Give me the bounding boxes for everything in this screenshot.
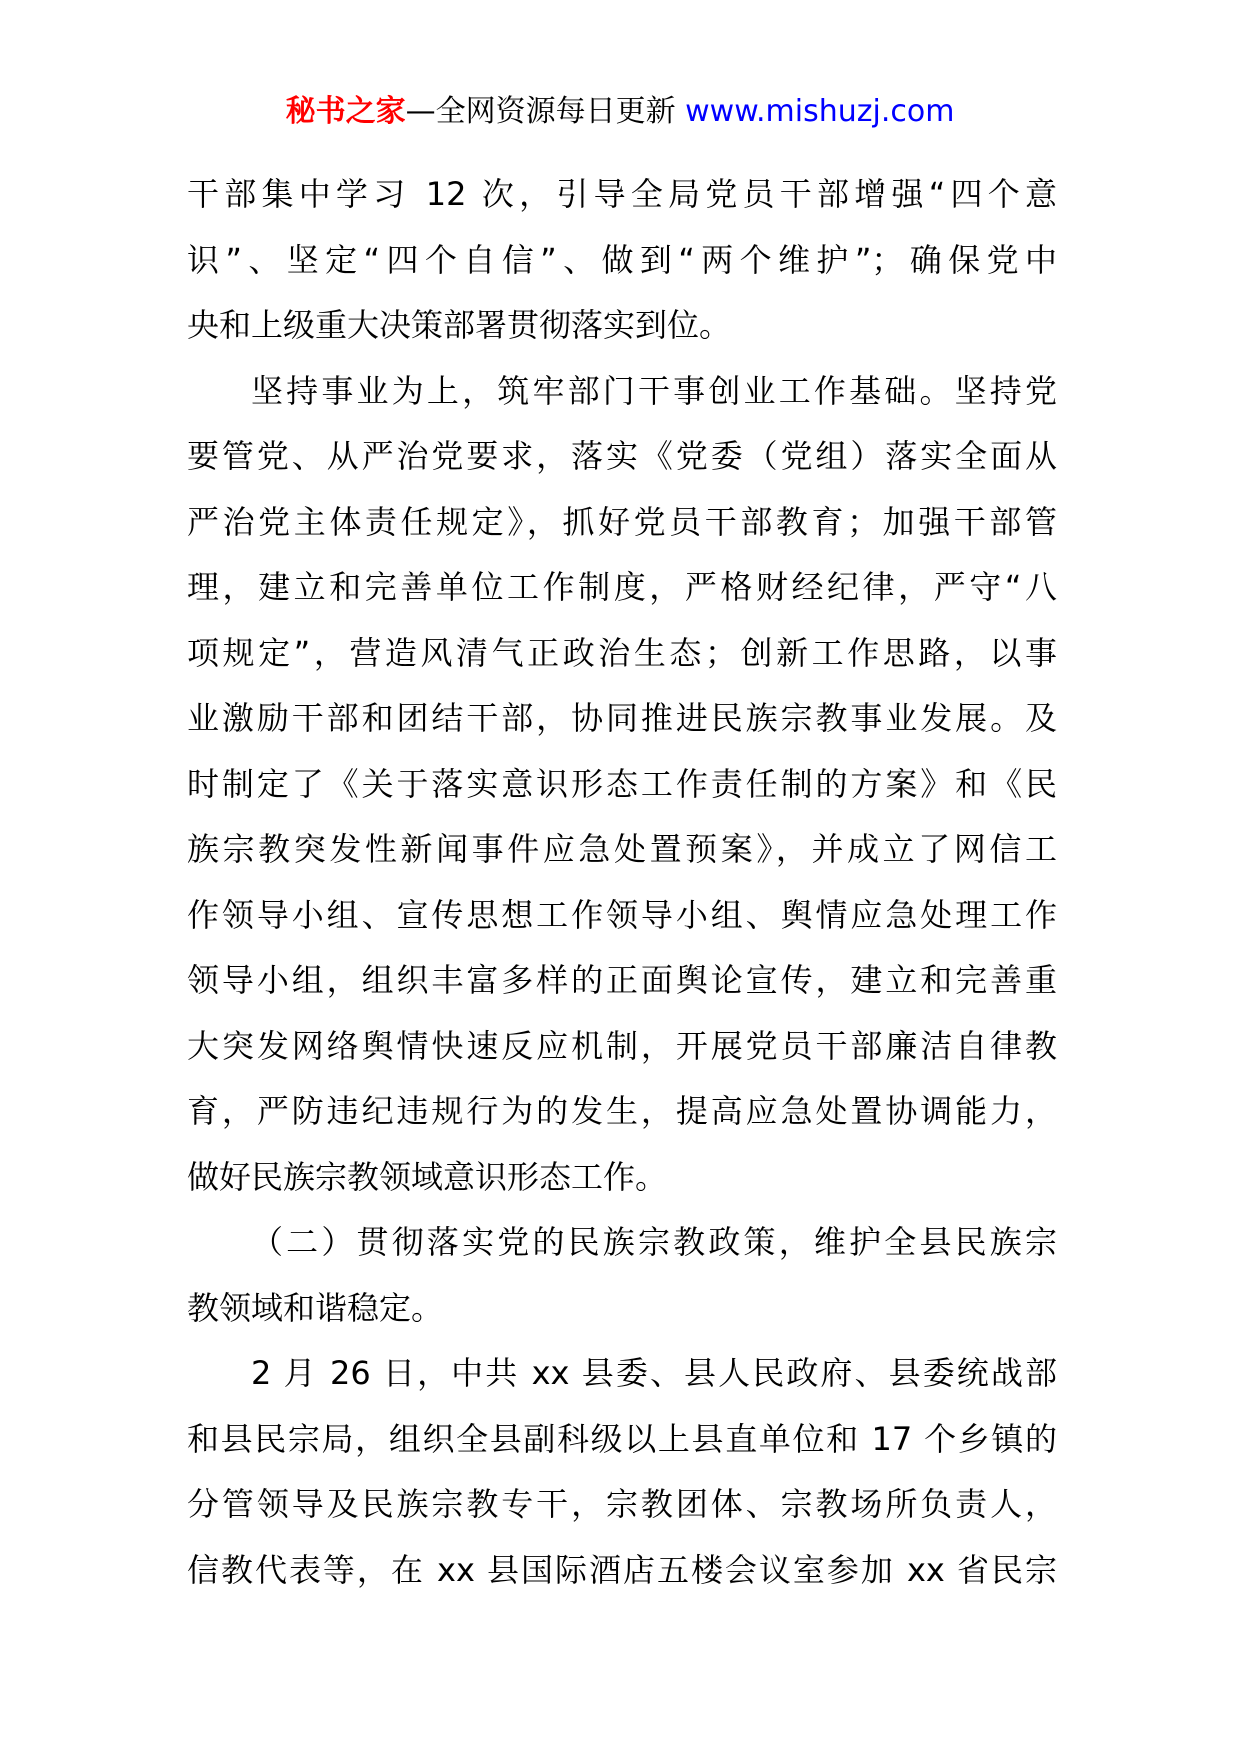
text-line: 育，严防违纪违规行为的发生，提高应急处置协调能力， [187,1092,1057,1130]
text-line: 识”、坚定“四个自信”、做到“两个维护”；确保党中 [187,240,1057,279]
paragraph-start-line: 2 月 26 日，中共 xx 县委、县人民政府、县委统战部 [251,1354,1057,1392]
paragraph-start-line: 坚持事业为上，筑牢部门干事创业工作基础。坚持党 [251,371,1057,410]
document-body [187,162,1057,1603]
text-line: 族宗教突发性新闻事件应急处置预案》，并成立了网信工 [187,830,1057,868]
text-line: 要管党、从严治党要求，落实《党委（党组）落实全面从 [187,437,1057,475]
text-line: 理，建立和完善单位工作制度，严格财经纪律，严守“八 [187,568,1057,606]
text-line: 项规定”，营造风清气正政治生态；创新工作思路，以事 [187,633,1057,672]
website-link[interactable]: www.mishuzj.com [685,94,955,129]
page-header [0,92,1240,132]
brand-name: 秘书之家 [285,94,406,129]
text-line: 大突发网络舆情快速反应机制，开展党员干部廉洁自律教 [187,1026,1057,1065]
text-line: 做好民族宗教领域意识形态工作。 [187,1157,668,1196]
text-line: 和县民宗局，组织全县副科级以上县直单位和 17 个乡镇的 [187,1419,1057,1458]
text-line: 作领导小组、宣传思想工作领导小组、舆情应急处理工作 [187,895,1057,934]
text-line: 领导小组，组织丰富多样的正面舆论宣传，建立和完善重 [187,961,1057,999]
section-heading-line: 教领域和谐稳定。 [187,1288,444,1327]
text-line: 时制定了《关于落实意识形态工作责任制的方案》和《民 [187,764,1057,803]
text-line: 严治党主体责任规定》，抓好党员干部教育；加强干部管 [187,502,1057,541]
text-line: 业激励干部和团结干部，协同推进民族宗教事业发展。及 [187,699,1057,737]
text-line: 央和上级重大决策部署贯彻落实到位。 [187,306,732,344]
text-line: 干部集中学习 12 次，引导全局党员干部增强“四个意 [187,175,1057,213]
text-line: 信教代表等，在 xx 县国际酒店五楼会议室参加 xx 省民宗 [187,1550,1057,1589]
section-heading-line: （二）贯彻落实党的民族宗教政策，维护全县民族宗 [251,1223,1057,1261]
header-tagline: —全网资源每日更新 [405,94,676,129]
text-line: 分管领导及民族宗教专干，宗教团体、宗教场所负责人， [187,1485,1057,1523]
